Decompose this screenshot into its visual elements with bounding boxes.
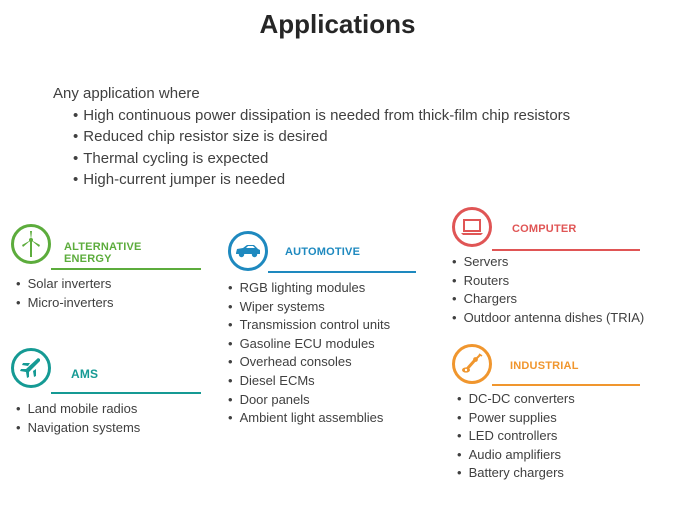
- category-list: [16, 400, 140, 437]
- laptop-icon: [452, 207, 492, 247]
- list-item: • LED controllers: [457, 427, 575, 446]
- list-item: • Chargers: [452, 290, 644, 309]
- car-icon: [228, 231, 268, 271]
- category-label: AUTOMOTIVE: [285, 246, 361, 258]
- list-item: • Micro-inverters: [16, 294, 114, 313]
- category-list: [228, 279, 390, 428]
- category-ams: [11, 348, 140, 437]
- list-item: • Audio amplifiers: [457, 446, 575, 465]
- list-item: • Door panels: [228, 391, 390, 410]
- category-list: [452, 253, 644, 327]
- intro-bullet: • High-current jumper is needed: [73, 169, 570, 191]
- list-item: • Battery chargers: [457, 464, 575, 483]
- list-item: • Power supplies: [457, 409, 575, 428]
- category-label: AMS: [71, 367, 99, 381]
- list-item: • Land mobile radios: [16, 400, 140, 419]
- list-item: • Transmission control units: [228, 316, 390, 335]
- jet-aircraft-icon: [11, 348, 51, 388]
- intro-bullet-list: [53, 105, 570, 191]
- wind-turbine-icon: [11, 224, 51, 264]
- category-list: [16, 275, 114, 312]
- intro-lead: Any application where: [53, 85, 200, 102]
- list-item: • Overhead consoles: [228, 353, 390, 372]
- list-item: • Outdoor antenna dishes (TRIA): [452, 309, 644, 328]
- list-item: • Diesel ECMs: [228, 372, 390, 391]
- intro-block: [53, 83, 570, 191]
- list-item: • Solar inverters: [16, 275, 114, 294]
- list-item: • Gasoline ECU modules: [228, 335, 390, 354]
- category-computer: [452, 207, 644, 327]
- category-divider: [492, 249, 640, 251]
- robotic-arm-icon: [452, 344, 492, 384]
- page-title: Applications: [259, 9, 416, 39]
- category-divider: [51, 392, 201, 394]
- category-list: [457, 390, 575, 483]
- list-item: • Servers: [452, 253, 644, 272]
- category-label: INDUSTRIAL: [510, 360, 579, 372]
- list-item: • Ambient light assemblies: [228, 409, 390, 428]
- list-item: • Routers: [452, 272, 644, 291]
- category-alternative-energy: [11, 224, 142, 312]
- category-divider: [268, 271, 416, 273]
- list-item: • Navigation systems: [16, 419, 140, 438]
- list-item: • RGB lighting modules: [228, 279, 390, 298]
- category-label: COMPUTER: [512, 223, 577, 235]
- intro-bullet: • Thermal cycling is expected: [73, 148, 570, 170]
- category-industrial: [452, 344, 579, 483]
- category-divider: [51, 268, 201, 270]
- intro-bullet: • High continuous power dissipation is needed from thick-film chip resistors: [73, 105, 570, 127]
- list-item: • Wiper systems: [228, 298, 390, 317]
- intro-bullet: • Reduced chip resistor size is desired: [73, 126, 570, 148]
- list-item: • DC-DC converters: [457, 390, 575, 409]
- category-divider: [492, 384, 640, 386]
- category-label: ALTERNATIVE ENERGY: [64, 241, 142, 265]
- category-automotive: [228, 231, 390, 428]
